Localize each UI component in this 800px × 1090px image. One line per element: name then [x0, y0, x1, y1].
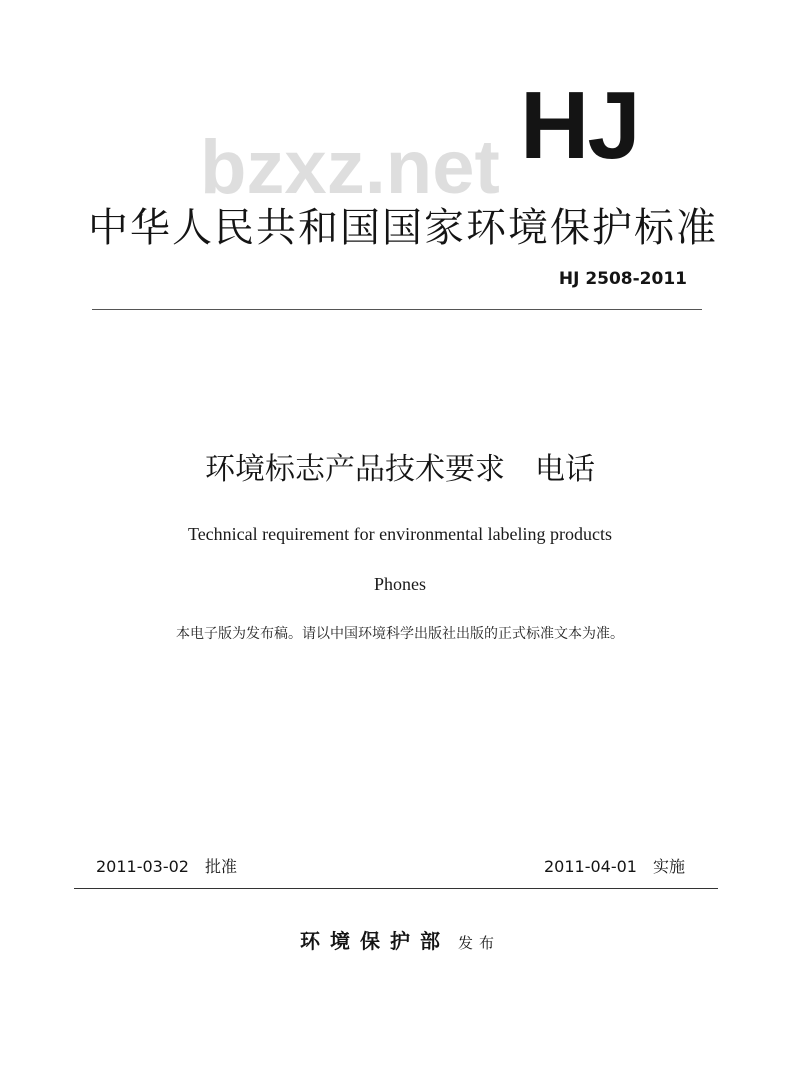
document-subtitle-english: Phones — [373, 574, 426, 594]
effective-date: 2011-04-01 实施 — [544, 857, 685, 876]
hj-logo: HJ — [520, 72, 639, 179]
issuer-name: 环境保护部 — [299, 929, 450, 953]
footer-divider — [74, 888, 718, 889]
header-divider — [92, 309, 702, 310]
standard-number: HJ 2508-2011 — [558, 269, 687, 289]
standard-class-title: 中华人民共和国国家环境保护标准 — [88, 205, 718, 251]
document-title-chinese: 环境标志产品技术要求 电话 — [205, 452, 595, 487]
edition-notice: 本电子版为发布稿。请以中国环境科学出版社出版的正式标准文本为准。 — [176, 626, 624, 642]
document-title-english: Technical requirement for environmental labeling products — [187, 524, 613, 544]
issuer-action: 发布 — [457, 934, 500, 952]
issuer-line — [0, 925, 800, 954]
approval-date: 2011-03-02 批准 — [96, 857, 237, 876]
watermark: bzxz.net — [200, 125, 500, 210]
